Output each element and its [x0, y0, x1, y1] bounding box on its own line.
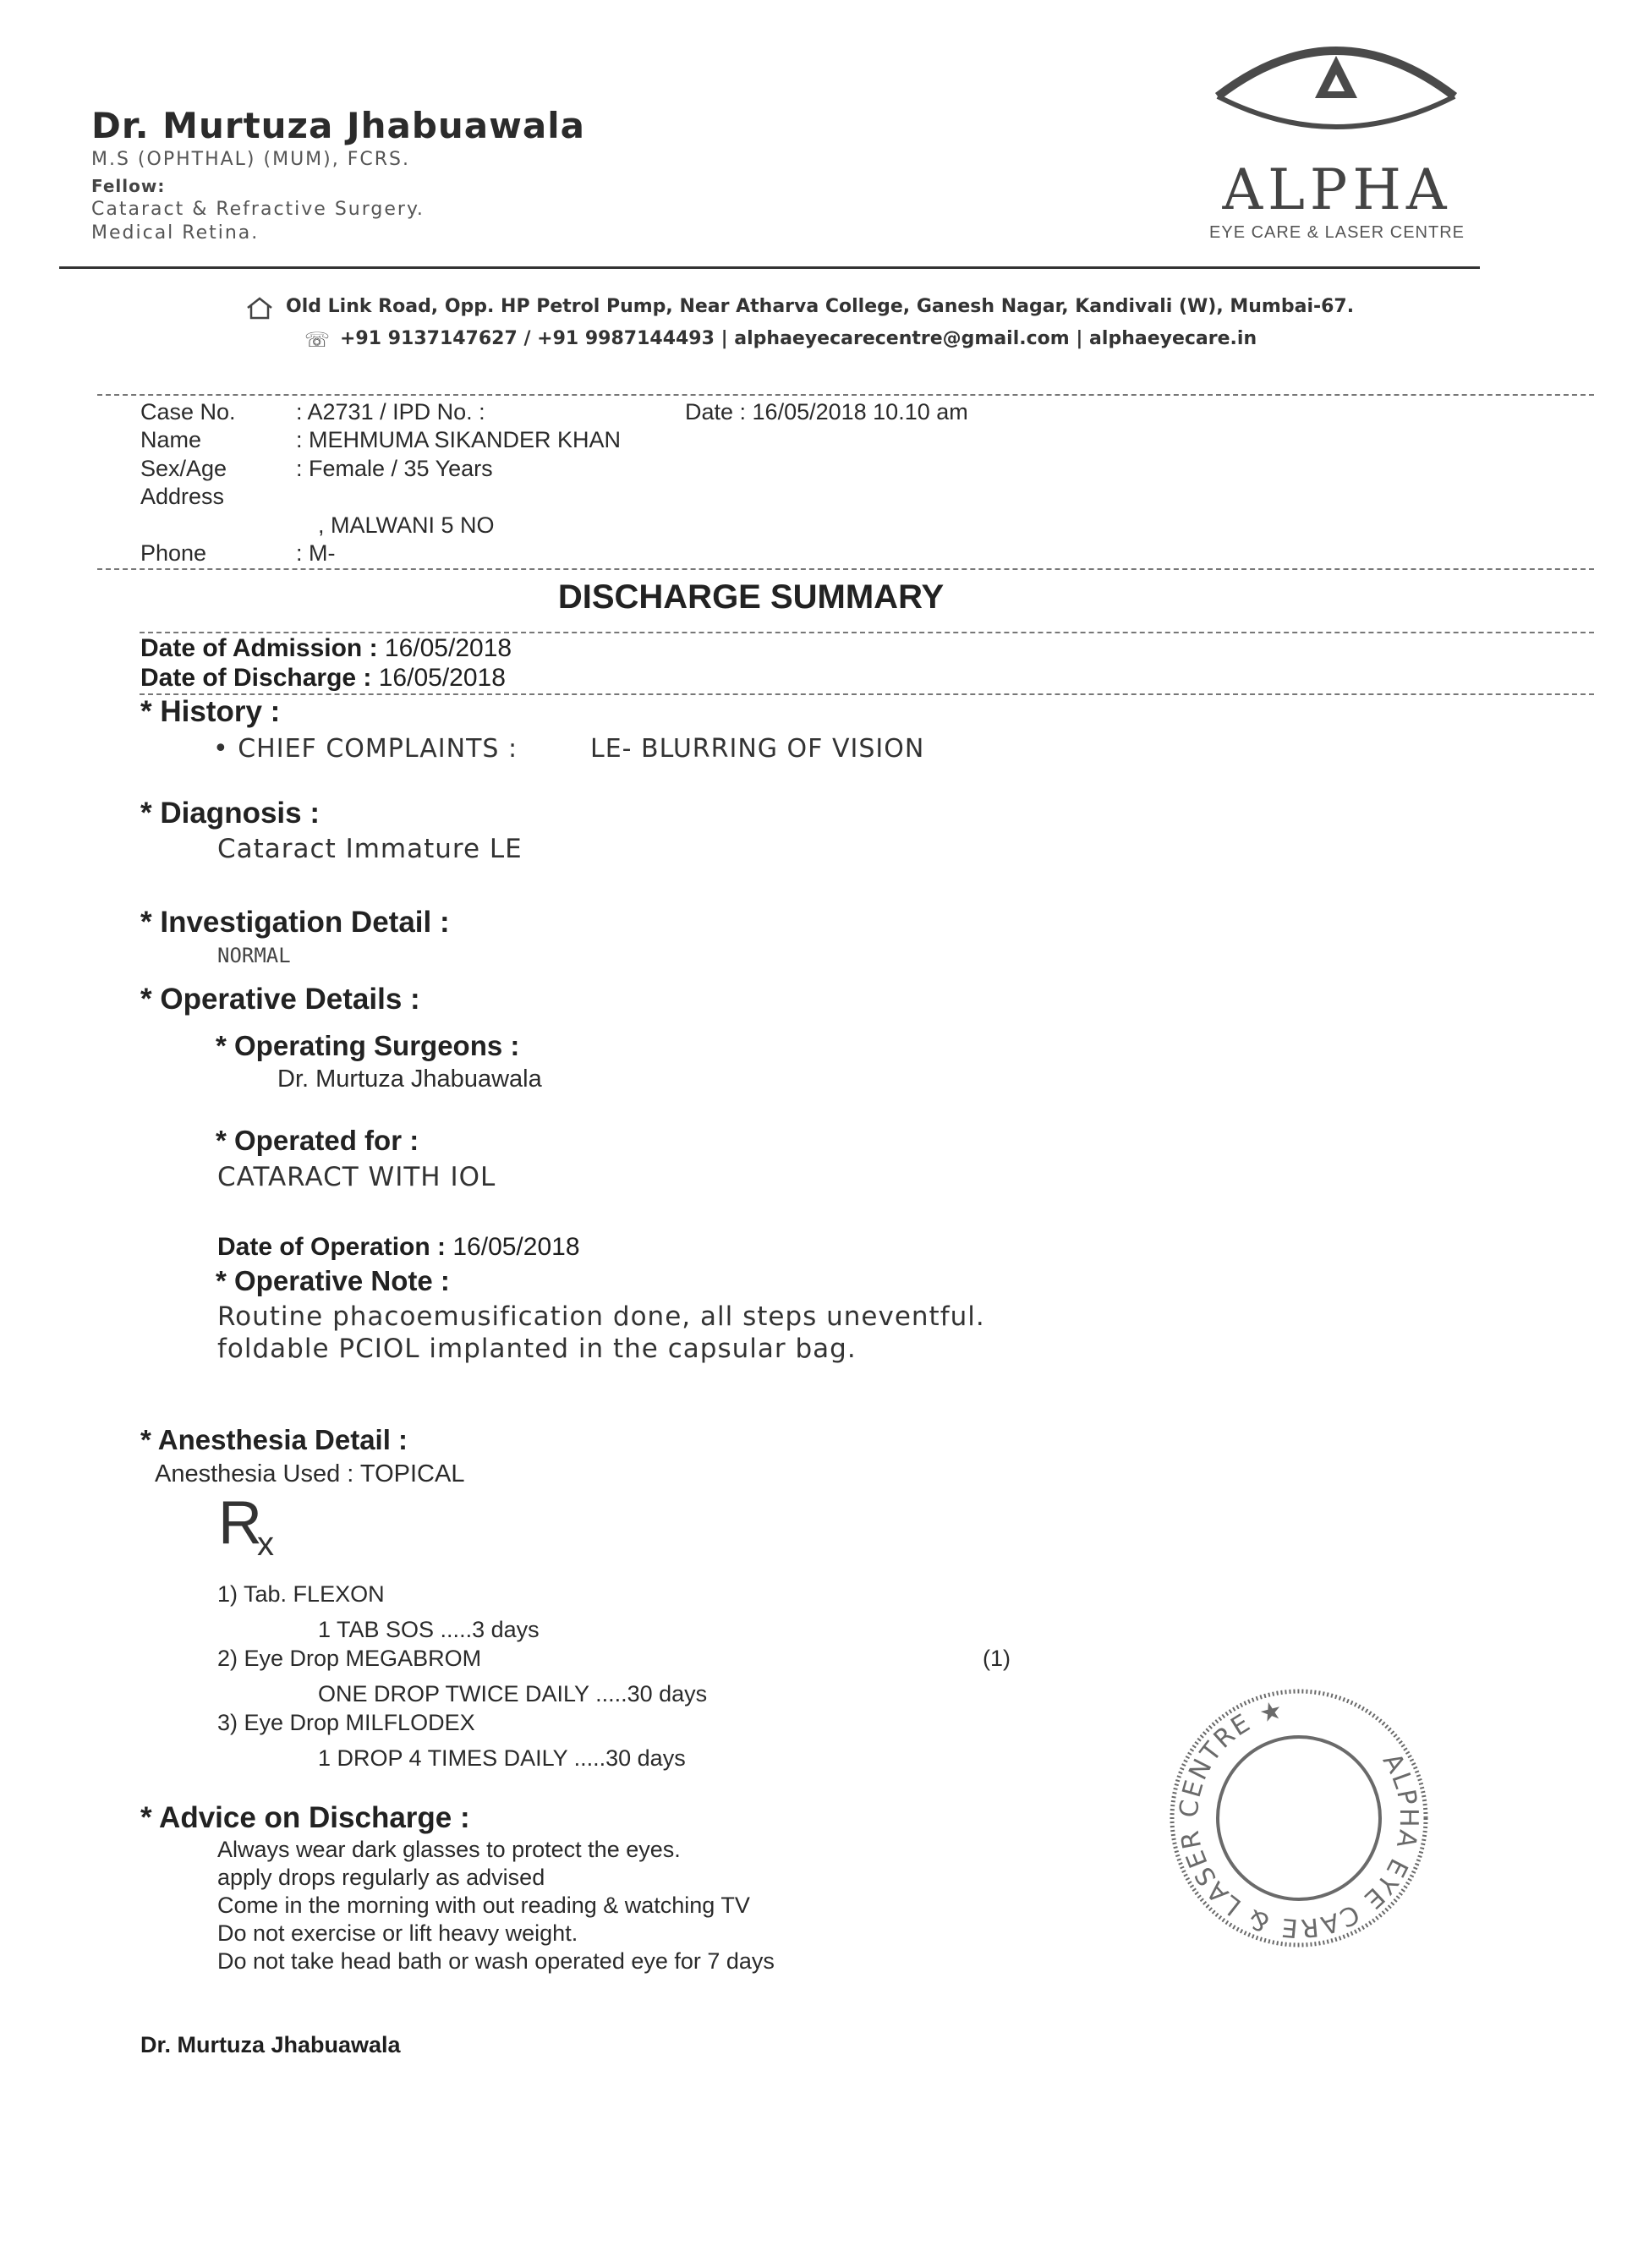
phone-value: : M-	[296, 540, 336, 566]
address-label: Address	[140, 484, 225, 509]
phone-label: Phone	[140, 540, 207, 566]
page-title: DISCHARGE SUMMARY	[557, 578, 945, 616]
page-marker: (1)	[983, 1646, 1011, 1671]
operation-date: 16/05/2018	[452, 1233, 580, 1261]
operated-for-heading: * Operated for :	[216, 1125, 419, 1156]
name-value: : MEHMUMA SIKANDER KHAN	[296, 427, 622, 452]
discharge-row	[140, 664, 506, 693]
home-icon	[245, 296, 274, 324]
chief-complaints-value: LE- BLURRING OF VISION	[590, 734, 925, 764]
rx-dose: 1 TAB SOS .....3 days	[318, 1617, 540, 1642]
specialty-1: Cataract & Refractive Surgery.	[91, 199, 425, 220]
operated-for-value: CATARACT WITH IOL	[217, 1162, 496, 1192]
fellow-label: Fellow:	[91, 176, 166, 196]
address-value: , MALWANI 5 NO	[318, 512, 495, 538]
investigation-heading: * Investigation Detail :	[140, 906, 450, 939]
case-value: : A2731 / IPD No. :	[296, 399, 485, 425]
signature-name: Dr. Murtuza Jhabuawala	[140, 2032, 401, 2057]
doctor-name: Dr. Murtuza Jhabuawala	[91, 105, 586, 146]
operation-date-row	[217, 1233, 580, 1262]
clinic-contact: +91 9137147627 / +91 9987144493 | alphaeyecarecentre@gmail.com | alphaeyecare.in	[340, 328, 1257, 349]
name-label: Name	[140, 427, 202, 452]
operative-heading: * Operative Details :	[140, 983, 420, 1016]
rx-symbol	[218, 1488, 279, 1563]
svg-text:ALPHA EYE CARE & LASER CENTRE: ALPHA EYE CARE & LASER CENTRE ★	[1174, 1695, 1424, 1943]
investigation-value: NORMAL	[217, 944, 291, 967]
operative-note-heading: * Operative Note :	[216, 1265, 450, 1296]
specialty-2: Medical Retina.	[91, 222, 260, 244]
divider	[97, 394, 1594, 396]
phone-icon: ☏	[304, 329, 331, 352]
advice-line: Do not take head bath or wash operated eye for 7 days	[217, 1948, 775, 1974]
visit-date: Date : 16/05/2018 10.10 am	[685, 399, 968, 425]
admission-row	[140, 634, 512, 663]
anesthesia-heading: * Anesthesia Detail :	[140, 1424, 408, 1455]
diagnosis-value: Cataract Immature LE	[217, 834, 523, 864]
rx-dose: 1 DROP 4 TIMES DAILY .....30 days	[318, 1745, 686, 1771]
admission-label: Date of Admission :	[140, 634, 378, 662]
operation-date-label: Date of Operation :	[217, 1233, 446, 1261]
rx-dose: ONE DROP TWICE DAILY .....30 days	[318, 1681, 708, 1706]
diagnosis-heading: * Diagnosis :	[140, 797, 320, 830]
clinic-stamp	[1164, 1683, 1434, 1953]
surgeons-heading: * Operating Surgeons :	[216, 1030, 520, 1061]
anesthesia-value: Anesthesia Used : TOPICAL	[155, 1460, 465, 1487]
eye-icon	[1209, 30, 1463, 132]
admission-date: 16/05/2018	[384, 634, 512, 662]
chief-complaints-label: • CHIEF COMPLAINTS :	[213, 734, 518, 764]
advice-line: Always wear dark glasses to protect the eyes.	[217, 1837, 681, 1862]
advice-line: Do not exercise or lift heavy weight.	[217, 1920, 578, 1946]
history-heading: * History :	[140, 695, 281, 728]
rx-item: 3) Eye Drop MILFLODEX	[217, 1710, 475, 1735]
discharge-label: Date of Discharge :	[140, 664, 372, 692]
operative-note-line-2: foldable PCIOL implanted in the capsular bag.	[217, 1334, 857, 1364]
surgeon-name: Dr. Murtuza Jhabuawala	[277, 1066, 542, 1093]
rx-x: x	[257, 1526, 274, 1563]
sexage-label: Sex/Age	[140, 456, 227, 481]
sexage-value: : Female / 35 Years	[296, 456, 493, 481]
discharge-date: 16/05/2018	[378, 664, 506, 692]
case-label: Case No.	[140, 399, 236, 425]
header-divider	[59, 266, 1480, 269]
clinic-address: Old Link Road, Opp. HP Petrol Pump, Near Atharva College, Ganesh Nagar, Kandivali (W), Mumbai-67.	[286, 296, 1355, 317]
advice-heading: * Advice on Discharge :	[140, 1801, 470, 1834]
divider	[97, 568, 1594, 570]
logo-tagline: EYE CARE & LASER CENTRE	[1209, 223, 1465, 242]
alpha-logo	[1209, 30, 1463, 166]
rx-item: 1) Tab. FLEXON	[217, 1581, 385, 1607]
doctor-qualifications: M.S (OPHTHAL) (MUM), FCRS.	[91, 149, 410, 170]
advice-line: apply drops regularly as advised	[217, 1865, 545, 1890]
advice-line: Come in the morning with out reading & watching TV	[217, 1893, 750, 1918]
logo-name: ALPHA	[1222, 157, 1452, 222]
divider	[140, 693, 1594, 695]
rx-r: R	[218, 1489, 262, 1557]
divider	[140, 632, 1594, 633]
operative-note-line-1: Routine phacoemusification done, all steps uneventful.	[217, 1301, 985, 1332]
rx-item: 2) Eye Drop MEGABROM	[217, 1646, 482, 1671]
